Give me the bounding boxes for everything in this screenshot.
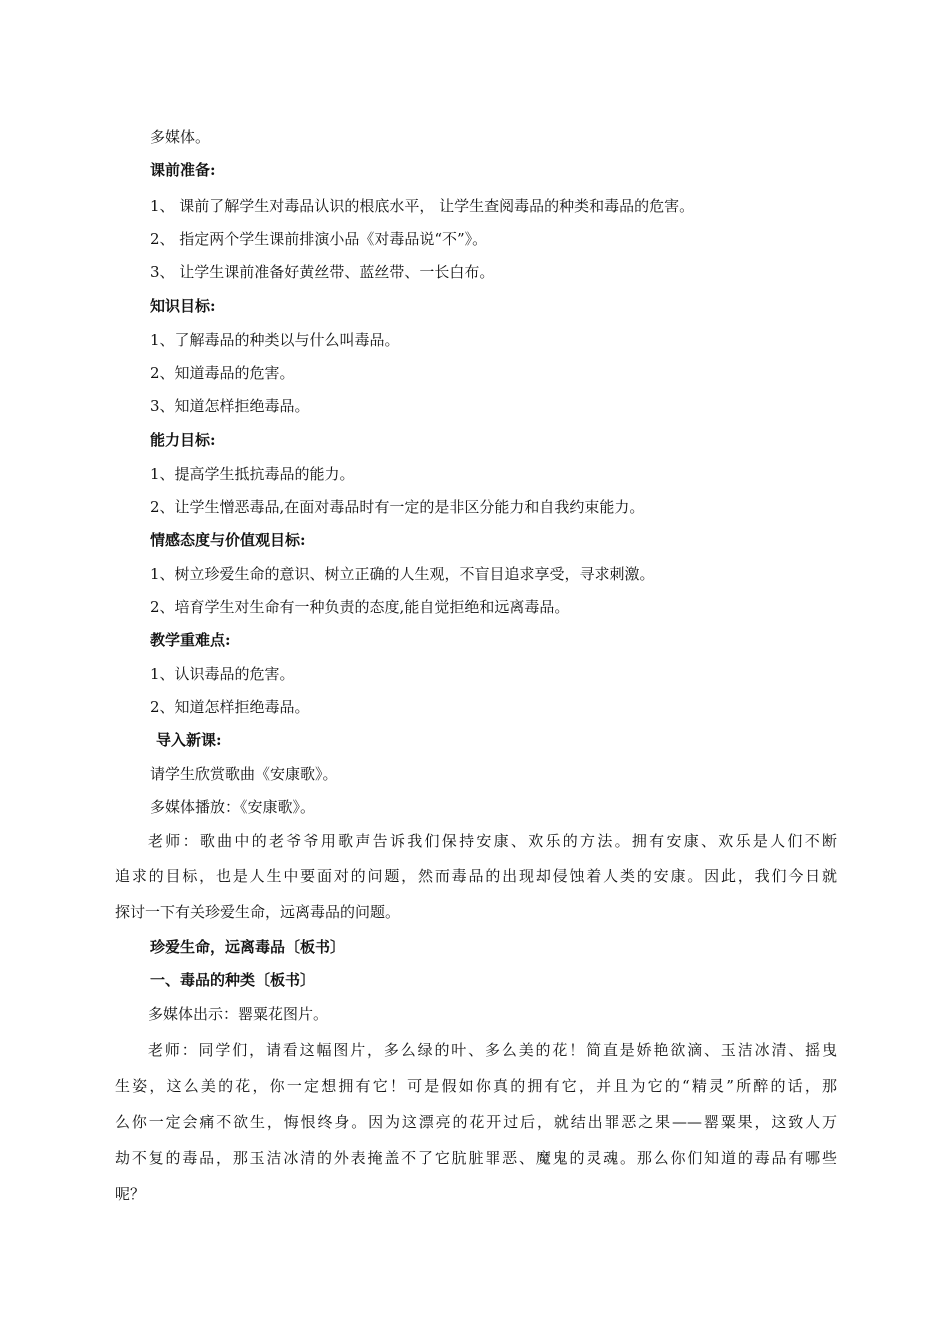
text-line: 1、认识毒品的危害。 [150, 665, 295, 683]
paragraph-line: 追求的目标，也是人生中要面对的问题，然而毒品的出现却侵蚀着人类的安康。因此，我们今日就 [115, 867, 837, 885]
text-line: 2、 指定两个学生课前排演小品《对毒品说“不”》。 [150, 230, 488, 248]
paragraph-line: 呢？ [115, 1185, 146, 1203]
text-line: 2、让学生憎恶毒品,在面对毒品时有一定的是非区分能力和自我约束能力。 [150, 498, 645, 516]
text-line: 1、提高学生抵抗毒品的能力。 [150, 465, 355, 483]
text-line: 请学生欣赏歌曲《安康歌》。 [150, 765, 338, 783]
text-line: 多媒体出示：罂粟花图片。 [148, 1005, 329, 1023]
paragraph-line: 老师：歌曲中的老爷爷用歌声告诉我们保持安康、欢乐的方法。拥有安康、欢乐是人们不断 [148, 832, 837, 850]
text-line: 2、培育学生对生命有一种负责的态度,能自觉拒绝和远离毒品。 [150, 598, 570, 616]
section-heading: 能力目标: [150, 431, 216, 449]
paragraph-line: 生姿，这么美的花，你一定想拥有它！可是假如你真的拥有它，并且为它的“精灵”所醉的话，那 [115, 1077, 837, 1095]
text-line: 3、知道怎样拒绝毒品。 [150, 397, 310, 415]
section-heading: 课前准备: [150, 161, 216, 179]
paragraph-line: 老师：同学们，请看这幅图片，多么绿的叶、多么美的花！简直是娇艳欲滴、玉洁冰清、摇曳 [148, 1041, 837, 1059]
text-line: 1、树立珍爱生命的意识、树立正确的人生观，不盲目追求享受，寻求刺激。 [150, 565, 655, 583]
section-heading: 教学重难点: [150, 631, 231, 649]
board-heading: 珍爱生命，远离毒品〔板书〕 [150, 938, 346, 956]
paragraph-line: 劫不复的毒品，那玉洁冰清的外表掩盖不了它肮脏罪恶、魔鬼的灵魂。那么你们知道的毒品有哪些 [115, 1149, 837, 1167]
paragraph-line: 么你一定会痛不欲生，悔恨终身。因为这漂亮的花开过后，就结出罪恶之果——罂粟果，这致人万 [115, 1113, 837, 1131]
text-line: 3、 让学生课前准备好黄丝带、蓝丝带、一长白布。 [150, 263, 495, 281]
text-line: 2、知道怎样拒绝毒品。 [150, 698, 310, 716]
text-line: 1、 课前了解学生对毒品认识的根底水平， 让学生查阅毒品的种类和毒品的危害。 [150, 197, 695, 215]
text-line: 多媒体播放：《安康歌》。 [150, 798, 316, 816]
paragraph-line: 探讨一下有关珍爱生命，远离毒品的问题。 [115, 903, 401, 921]
text-line: 多媒体。 [150, 128, 211, 146]
section-heading: 情感态度与价值观目标: [150, 531, 306, 549]
section-heading: 导入新课: [156, 731, 222, 749]
text-line: 1、了解毒品的种类以与什么叫毒品。 [150, 331, 400, 349]
text-line: 2、知道毒品的危害。 [150, 364, 295, 382]
section-heading: 知识目标: [150, 297, 216, 315]
board-heading: 一、毒品的种类〔板书〕 [150, 971, 316, 989]
